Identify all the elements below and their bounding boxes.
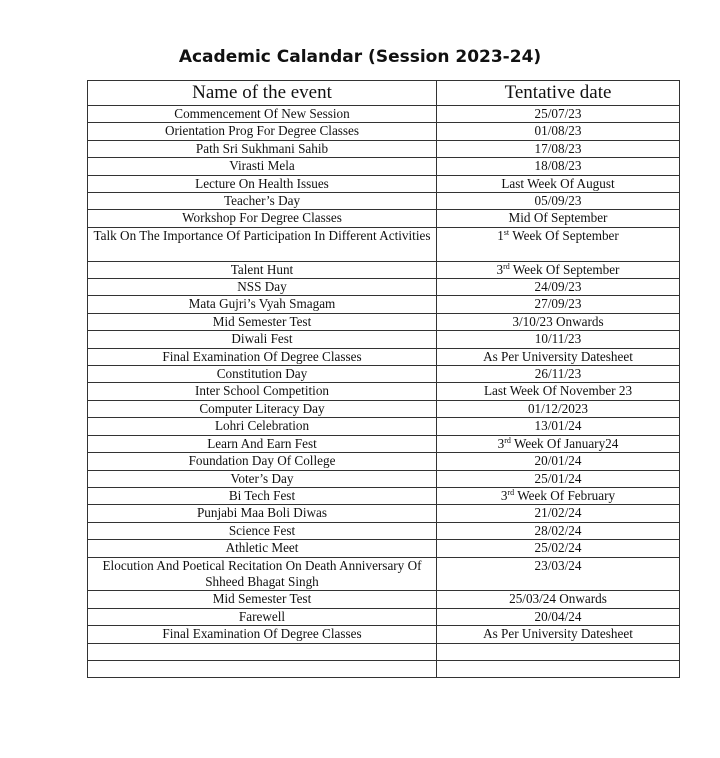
event-name-cell: Lohri Celebration [88,418,437,435]
table-row [88,313,680,330]
event-date-cell: 25/02/24 [437,540,680,557]
table-row [88,366,680,383]
table-row [88,435,680,452]
event-date-cell [437,487,680,504]
table-body [88,106,680,678]
event-name-cell: Science Fest [88,522,437,539]
event-name-cell: Virasti Mela [88,158,437,175]
table-row [88,158,680,175]
table-row [88,660,680,677]
date-ordinal-suffix: rd [507,487,515,497]
event-name-cell: Inter School Competition [88,383,437,400]
event-name-cell: Talk On The Importance Of Participation In Different Activities [88,227,437,261]
event-date-cell [437,227,680,261]
event-name-cell: Voter’s Day [88,470,437,487]
event-name-cell: Learn And Earn Fest [88,435,437,452]
event-name-cell: Lecture On Health Issues [88,175,437,192]
table-row [88,487,680,504]
event-name-cell: Commencement Of New Session [88,106,437,123]
event-date-cell: 18/08/23 [437,158,680,175]
event-name-cell: Athletic Meet [88,540,437,557]
event-name-cell: Final Examination Of Degree Classes [88,626,437,643]
event-name-cell: Teacher’s Day [88,193,437,210]
event-name-cell: Foundation Day Of College [88,453,437,470]
event-name-cell: Orientation Prog For Degree Classes [88,123,437,140]
table-row [88,348,680,365]
event-name-cell [88,643,437,660]
table-row [88,140,680,157]
event-date-cell: 23/03/24 [437,557,680,591]
date-ordinal-number: 3 [500,487,508,503]
table-row [88,296,680,313]
event-date-cell: 3/10/23 Onwards [437,313,680,330]
event-name-cell: Mid Semester Test [88,591,437,608]
table-row [88,279,680,296]
table-header-row [88,81,680,106]
event-name-cell: Computer Literacy Day [88,400,437,417]
event-name-cell: Path Sri Sukhmani Sahib [88,140,437,157]
event-date-cell: 05/09/23 [437,193,680,210]
event-date-cell: 24/09/23 [437,279,680,296]
table-row [88,643,680,660]
table-row [88,383,680,400]
table-row [88,210,680,227]
event-date-cell: 20/04/24 [437,608,680,625]
table-row [88,453,680,470]
date-text: Week Of February [514,487,616,503]
event-date-cell: 10/11/23 [437,331,680,348]
event-date-cell: 20/01/24 [437,453,680,470]
event-date-cell: 25/07/23 [437,106,680,123]
date-text: Week Of September [509,227,619,243]
event-date-cell: Last Week Of August [437,175,680,192]
event-date-cell: Mid Of September [437,210,680,227]
table-row [88,261,680,278]
event-date-cell: As Per University Datesheet [437,348,680,365]
event-name-cell: Diwali Fest [88,331,437,348]
table-row [88,418,680,435]
date-ordinal-suffix: rd [503,261,510,271]
event-date-cell: 28/02/24 [437,522,680,539]
event-name-cell: Mid Semester Test [88,313,437,330]
header-event: Name of the event [88,81,437,106]
table-row [88,400,680,417]
event-name-cell: Mata Gujri’s Vyah Smagam [88,296,437,313]
event-name-cell: Punjabi Maa Boli Diwas [88,505,437,522]
event-name-cell: NSS Day [88,279,437,296]
event-date-cell [437,660,680,677]
table-row [88,608,680,625]
event-name-cell: Elocution And Poetical Recitation On Death Anniversary Of Shheed Bhagat Singh [88,557,437,591]
date-ordinal-number: 1 [497,227,504,243]
table-row [88,626,680,643]
event-date-cell: 25/03/24 Onwards [437,591,680,608]
event-date-cell: 27/09/23 [437,296,680,313]
event-name-cell: Final Examination Of Degree Classes [88,348,437,365]
event-date-cell: 13/01/24 [437,418,680,435]
event-date-cell: 17/08/23 [437,140,680,157]
header-date: Tentative date [437,81,680,106]
table-row [88,331,680,348]
table-row [88,193,680,210]
event-name-cell: Farewell [88,608,437,625]
calendar-table [87,80,680,678]
event-name-cell: Constitution Day [88,366,437,383]
event-date-cell [437,643,680,660]
event-date-cell: 01/12/2023 [437,400,680,417]
event-date-cell [437,261,680,278]
event-date-cell: 01/08/23 [437,123,680,140]
page-title: Academic Calandar (Session 2023-24) [178,47,542,67]
table-row [88,470,680,487]
event-name-cell: Bi Tech Fest [88,487,437,504]
event-date-cell: 26/11/23 [437,366,680,383]
table-row [88,123,680,140]
event-date-cell [437,435,680,452]
event-name-cell: Talent Hunt [88,261,437,278]
event-date-cell: 25/01/24 [437,470,680,487]
table-row [88,522,680,539]
event-date-cell: 21/02/24 [437,505,680,522]
table-row [88,175,680,192]
date-ordinal-number: 3 [496,261,504,277]
table-row [88,227,680,261]
table-row [88,557,680,591]
table-row [88,540,680,557]
date-text: Week Of September [509,261,620,277]
table-row [88,106,680,123]
date-ordinal-number: 3 [497,435,505,451]
date-ordinal-suffix: st [503,227,510,237]
event-name-cell [88,660,437,677]
date-text: Week Of January24 [510,435,619,451]
event-date-cell: As Per University Datesheet [437,626,680,643]
date-ordinal-suffix: rd [504,435,511,445]
event-name-cell: Workshop For Degree Classes [88,210,437,227]
table-row [88,505,680,522]
table-row [88,591,680,608]
event-date-cell: Last Week Of November 23 [437,383,680,400]
